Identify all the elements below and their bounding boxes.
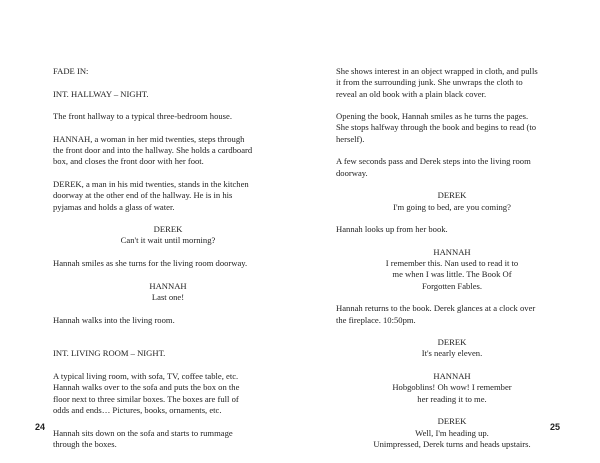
character-name: HANNAH <box>433 246 471 257</box>
dialogue-block <box>336 337 568 360</box>
action-line: reveal an old book with a plain black cover. <box>336 88 487 99</box>
dialogue-line: Last one! <box>151 291 185 302</box>
dialogue-block <box>336 190 568 213</box>
action-line: Hannah walks over to the sofa and puts the box on the <box>53 382 240 393</box>
action-line: herself). <box>336 133 365 144</box>
action-paragraph: INT. LIVING ROOM – NIGHT. <box>53 348 166 359</box>
dialogue-block <box>53 281 283 304</box>
action-line: Hannah returns to the book. Derek glances at a clock over <box>336 303 536 314</box>
action-line: Hannah sits down on the sofa and starts to rummage <box>53 427 233 438</box>
character-name: HANNAH <box>149 280 187 291</box>
action-paragraph <box>336 303 568 326</box>
action-paragraph <box>53 371 283 416</box>
dialogue-line: Can't it wait until morning? <box>120 235 216 246</box>
dialogue-line: Unimpressed, Derek turns and heads upstairs. <box>373 438 531 449</box>
action-line: HANNAH, a woman in her mid twenties, steps through <box>53 133 245 144</box>
right-page <box>300 0 600 463</box>
action-line: pyjamas and holds a glass of water. <box>53 201 175 212</box>
action-line: floor next to three similar boxes. The boxes are full of <box>53 393 239 404</box>
dialogue-line: Forgotten Fables. <box>422 280 482 291</box>
action-line: odds and ends… Pictures, books, ornaments, etc. <box>53 404 222 415</box>
action-line: doorway at the other end of the hallway. He is in his <box>53 190 233 201</box>
action-line: Opening the book, Hannah smiles as he turns the pages. <box>336 111 529 122</box>
action-line: the fireplace. 10:50pm. <box>336 314 416 325</box>
action-paragraph <box>53 134 283 168</box>
dialogue-line: Well, I'm heading up. <box>415 427 489 438</box>
action-paragraph <box>53 428 283 451</box>
character-name: DEREK <box>437 190 467 201</box>
dialogue-block <box>336 416 568 450</box>
action-line: A few seconds pass and Derek steps into the living room <box>336 156 531 167</box>
action-line: box, and closes the front door with her foot. <box>53 156 204 167</box>
dialogue-block <box>336 247 568 292</box>
character-name: HANNAH <box>433 371 471 382</box>
page-number-left: 24 <box>35 422 46 432</box>
action-paragraph: Hannah walks into the living room. <box>53 314 175 325</box>
action-paragraph: Hannah smiles as she turns for the living room doorway. <box>53 258 248 269</box>
action-line: She shows interest in an object wrapped in cloth, and pulls <box>336 66 538 76</box>
action-paragraph: FADE IN: <box>53 66 89 76</box>
dialogue-line: her reading it to me. <box>417 393 487 404</box>
action-line: the front door and into the hallway. She holds a cardboard <box>53 145 253 156</box>
character-name: DEREK <box>437 337 467 348</box>
character-name: DEREK <box>153 224 183 235</box>
dialogue-line: Hobgoblins! Oh wow! I remember <box>392 382 512 393</box>
action-line: A typical living room, with sofa, TV, coffee table, etc. <box>53 371 239 382</box>
action-paragraph: Hannah looks up from her book. <box>336 224 448 235</box>
action-paragraph <box>336 111 568 145</box>
action-line: doorway. <box>336 167 368 178</box>
right-page-text <box>336 66 568 461</box>
dialogue-line: I'm going to bed, are you coming? <box>393 201 511 212</box>
action-paragraph <box>336 156 568 179</box>
action-paragraph: INT. HALLWAY – NIGHT. <box>53 88 149 99</box>
character-name: DEREK <box>437 416 467 427</box>
action-line: through the boxes. <box>53 438 117 449</box>
page-number-right: 25 <box>550 422 561 432</box>
action-line: She stops halfway through the book and begins to read (to <box>336 122 537 133</box>
dialogue-line: It's nearly eleven. <box>421 348 483 359</box>
action-paragraph <box>336 66 568 100</box>
left-page-text <box>53 66 283 461</box>
action-paragraph: The front hallway to a typical three-bedroom house. <box>53 111 232 122</box>
dialogue-line: I remember this. Nan used to read it to <box>385 258 519 269</box>
action-line: it from the surrounding junk. She unwraps the cloth to <box>336 77 523 88</box>
action-paragraph <box>53 179 283 213</box>
dialogue-block <box>53 224 283 247</box>
dialogue-block <box>336 371 568 405</box>
dialogue-line: me when I was little. The Book Of <box>392 269 512 280</box>
action-line: DEREK, a man in his mid twenties, stands in the kitchen <box>53 178 249 189</box>
